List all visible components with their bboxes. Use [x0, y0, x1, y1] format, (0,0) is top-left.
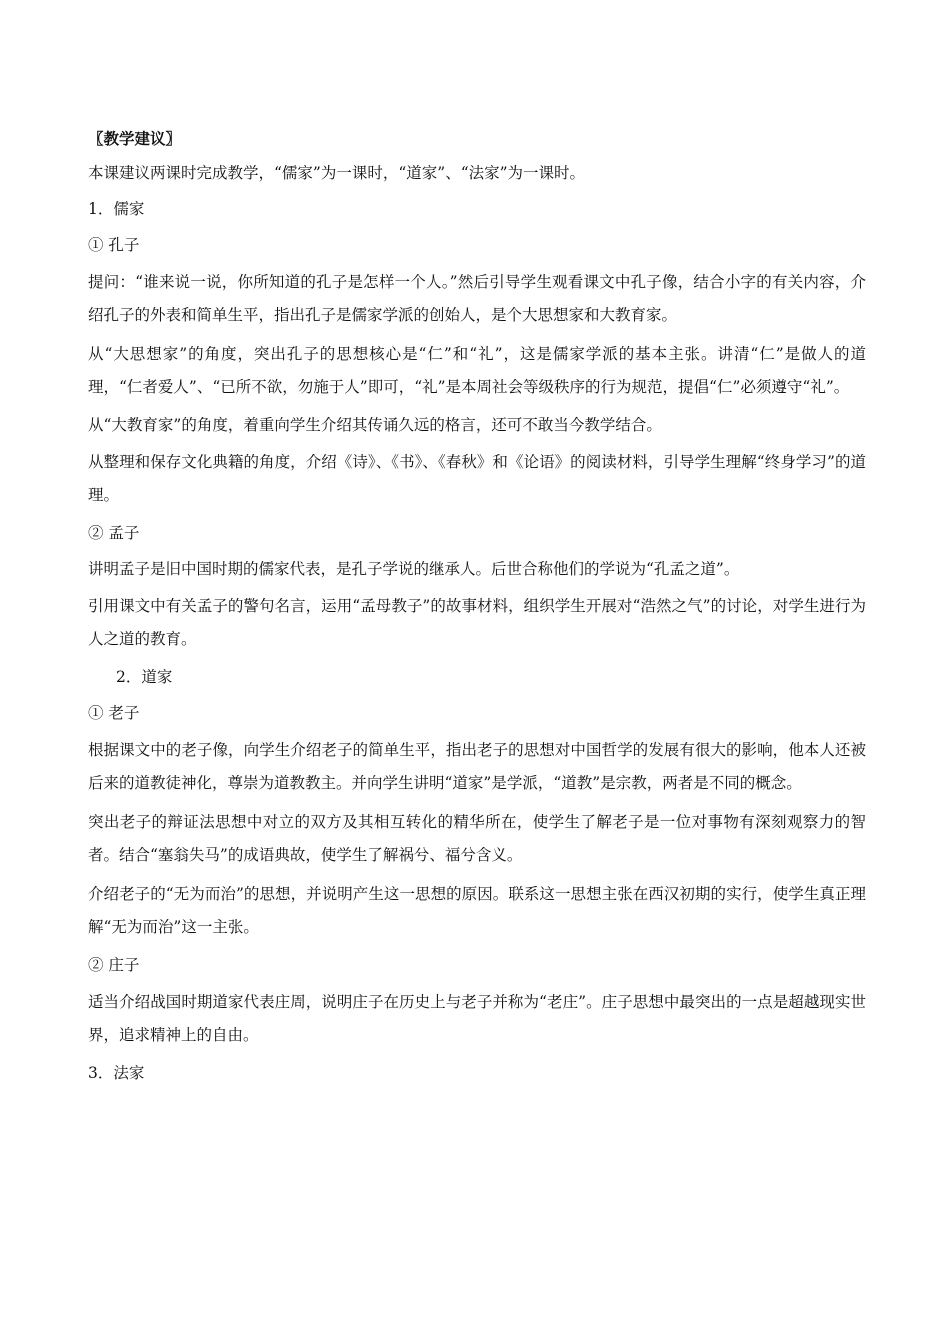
- heading-daoism: 2．道家: [116, 668, 173, 686]
- paragraph-laozi-intro: 根据课文中的老子像，向学生介绍老子的简单生平，指出老子的思想对中国哲学的发展有很大的影响，他本人还被后来的道教徒神化，尊崇为道教教主。并向学生讲明“道家”是学派，“道教”是宗教，两者是不同的概念。: [88, 741, 866, 792]
- heading-confucianism: 1．儒家: [88, 200, 145, 218]
- paragraph-intro: 本课建议两课时完成教学，“儒家”为一课时，“道家”、“法家”为一课时。: [88, 164, 586, 182]
- paragraph-laozi-dialectics: 突出老子的辩证法思想中对立的双方及其相互转化的精华所在，使学生了解老子是一位对事物有深刻观察力的智者。结合“塞翁失马”的成语典故，使学生了解祸兮、福兮含义。: [88, 813, 866, 864]
- subheading-mencius: ② 孟子: [88, 524, 140, 542]
- paragraph-confucius-education: 从“大教育家”的角度，着重向学生介绍其传诵久远的格言，还可不敢当今教学结合。: [88, 416, 662, 434]
- document-page: [88, 124, 866, 1088]
- paragraph-mencius-intro: 讲明孟子是旧中国时期的儒家代表，是孔子学说的继承人。后世合称他们的学说为“孔孟之道”。: [88, 560, 740, 578]
- paragraph-confucius-classics: 从整理和保存文化典籍的角度，介绍《诗》、《书》、《春秋》和《论语》的阅读材料，引导学生理解“终身学习”的道理。: [88, 453, 866, 504]
- paragraph-mencius-quotes: 引用课文中有关孟子的警句名言，运用“孟母教子”的故事材料，组织学生开展对“浩然之气”的讨论，对学生进行为人之道的教育。: [88, 597, 866, 648]
- section-heading: 〖教学建议〗: [88, 129, 182, 148]
- subheading-laozi: ① 老子: [88, 704, 140, 722]
- subheading-confucius: ① 孔子: [88, 236, 140, 254]
- heading-legalism: 3．法家: [88, 1064, 145, 1082]
- subheading-zhuangzi: ② 庄子: [88, 956, 140, 974]
- paragraph-confucius-thought: 从“大思想家”的角度，突出孔子的思想核心是“仁”和“礼”，这是儒家学派的基本主张。讲清“仁”是做人的道理，“仁者爱人”、“已所不欲，勿施于人”即可，“礼”是本周社会等级秩序的行为规范，提倡“仁”必须遵守“礼”。: [88, 345, 866, 396]
- paragraph-confucius-intro: 提问：“谁来说一说，你所知道的孔子是怎样一个人。”然后引导学生观看课文中孔子像，结合小字的有关内容，介绍孔子的外表和简单生平，指出孔子是儒家学派的创始人，是个大思想家和大教育家。: [88, 273, 866, 324]
- paragraph-laozi-wuwei: 介绍老子的“无为而治”的思想，并说明产生这一思想的原因。联系这一思想主张在西汉初期的实行，使学生真正理解“无为而治”这一主张。: [88, 885, 866, 936]
- paragraph-zhuangzi: 适当介绍战国时期道家代表庄周，说明庄子在历史上与老子并称为“老庄”。庄子思想中最突出的一点是超越现实世界，追求精神上的自由。: [88, 993, 866, 1044]
